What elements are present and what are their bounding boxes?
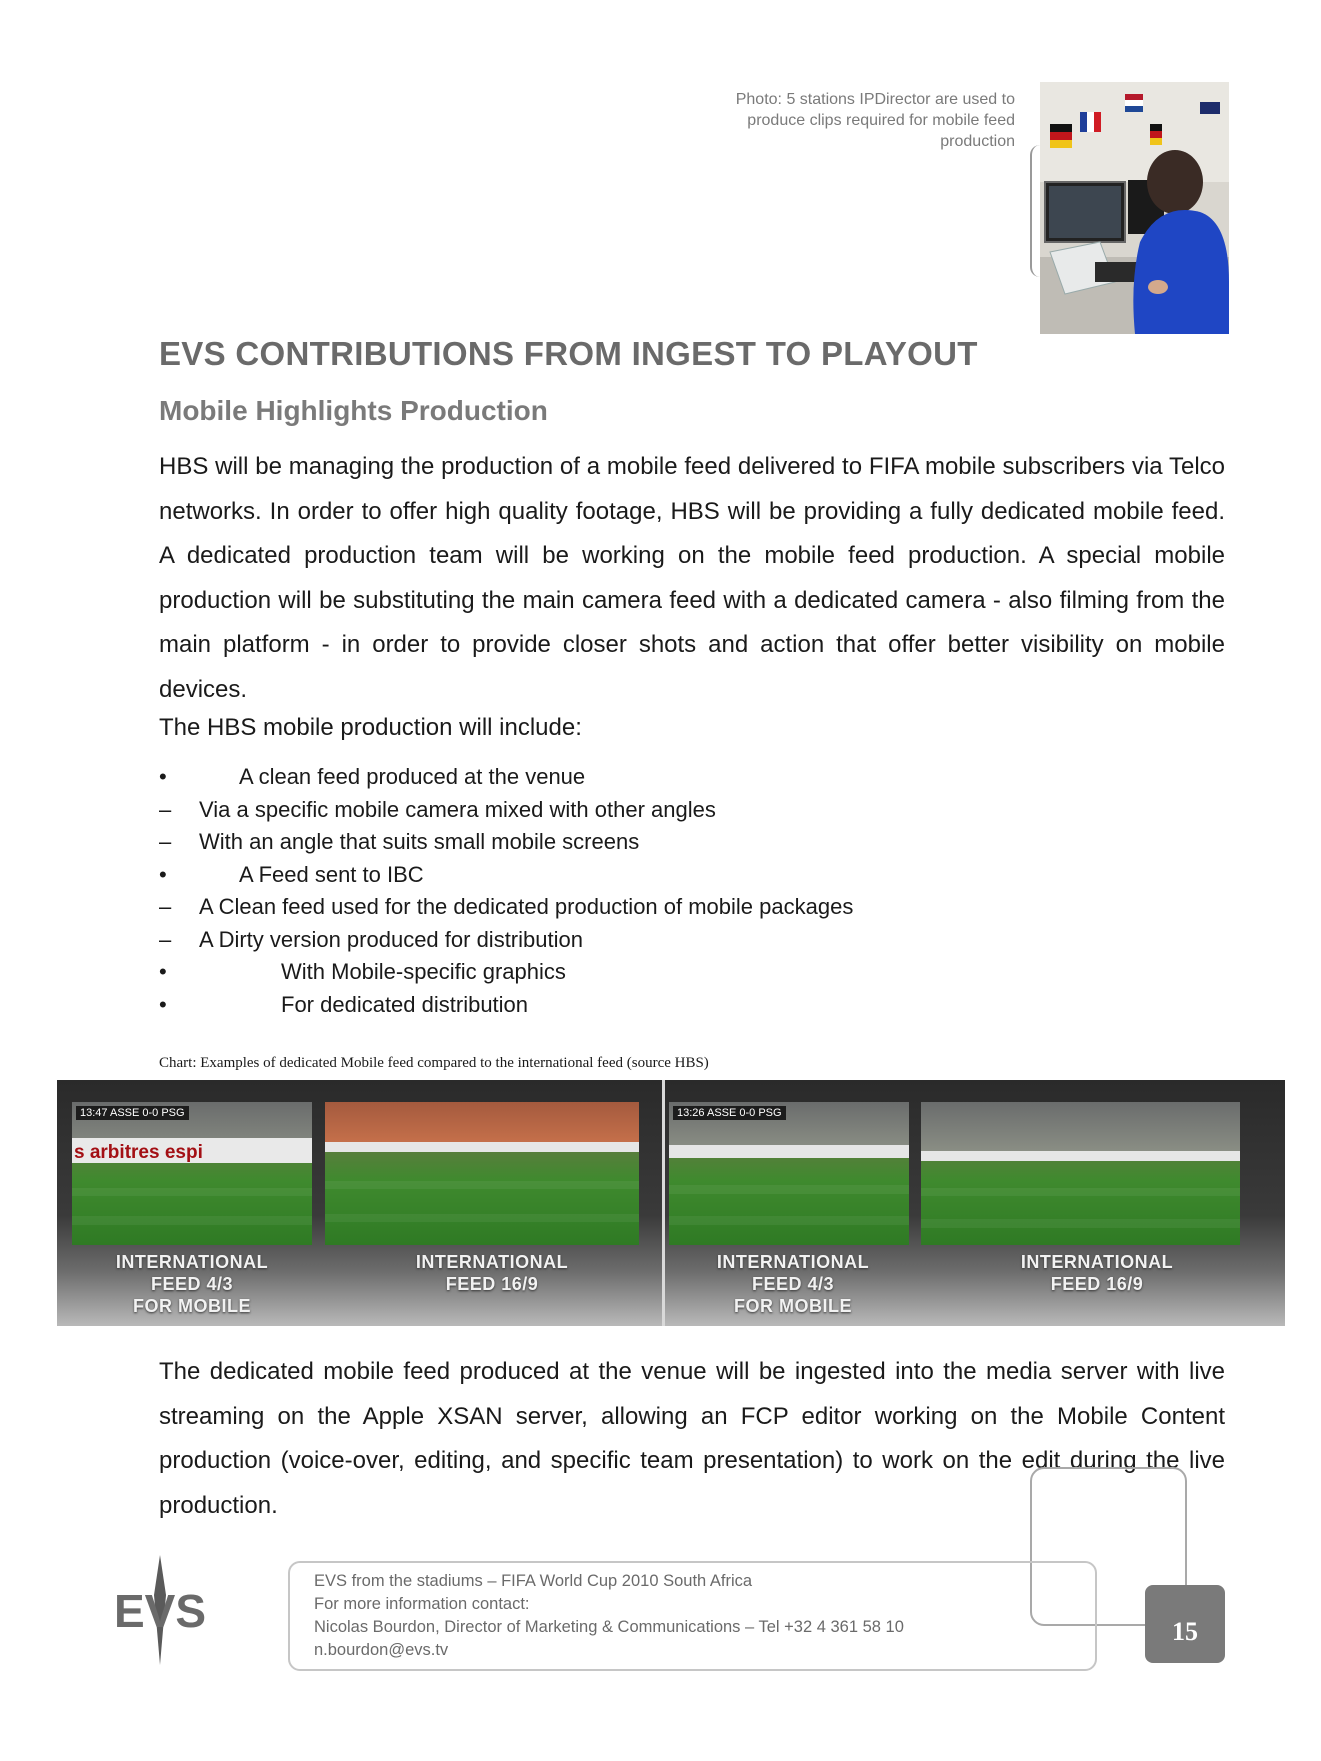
photo-caption-line: production (940, 133, 1015, 150)
evs-logo (110, 1555, 210, 1665)
list-item-text: With an angle that suits small mobile screens (199, 829, 640, 854)
flag-germany-small-icon (1150, 124, 1162, 145)
feed-label-line: FEED 16/9 (445, 1274, 539, 1294)
svg-text:EVS: EVS (113, 1585, 207, 1637)
ad-board-text: s arbitres espi (74, 1142, 203, 1163)
photo-caption-line: produce clips required for mobile feed (747, 112, 1015, 129)
list-item-text: Via a specific mobile camera mixed with other angles (199, 796, 716, 822)
feed-label-line: INTERNATIONAL (1020, 1252, 1174, 1272)
section-title: EVS CONTRIBUTIONS FROM INGEST TO PLAYOUT (159, 335, 978, 372)
feed-label (382, 1251, 602, 1295)
body-paragraph: HBS will be managing the production of a mobile feed delivered to FIFA mobile subscribers via Telco networks. In order to offer high quality footage, HBS will be providing a fully dedicated mobile feed. A dedicated production team will be working on the mobile feed production. A special mobile production will be substituting the main camera feed with a dedicated camera - also filming from the main platform - in order to provide closer shots and action that offer better visibility on mobile devices. (159, 453, 1225, 703)
photo-caption-line: Photo: 5 stations IPDirector are used to (735, 91, 1015, 108)
footer-line: Nicolas Bourdon, Director of Marketing & Communications – Tel +32 4 361 58 10 (314, 1618, 904, 1636)
flag-germany-icon (1050, 124, 1072, 148)
feed-comparison-banner (57, 1080, 1285, 1326)
score-overlay: 13:47 ASSE 0-0 PSG (76, 1106, 189, 1120)
feed-label (82, 1251, 302, 1317)
list-item-text: A clean feed produced at the venue (239, 764, 586, 789)
bullet-marker: • (159, 991, 167, 1017)
bullet-marker: • (159, 764, 167, 789)
feed-label-line: FOR MOBILE (133, 1296, 251, 1316)
dash-marker: – (159, 926, 172, 952)
feed-label-line: FEED 4/3 (751, 1274, 835, 1294)
feed-label-line: INTERNATIONAL (716, 1252, 870, 1272)
feed-frame-international-16-9 (921, 1102, 1240, 1245)
flag-france-icon (1080, 112, 1101, 132)
flag-newzealand-icon (1200, 102, 1220, 114)
operator-photo (1040, 82, 1229, 334)
footer-line: EVS from the stadiums – FIFA World Cup 2010 South Africa (314, 1572, 753, 1590)
feed-label-line: FEED 4/3 (150, 1274, 234, 1294)
footer-email-link[interactable]: n.bourdon@evs.tv (314, 1641, 449, 1659)
feed-frame-international-4-3 (669, 1102, 909, 1245)
score-overlay: 13:26 ASSE 0-0 PSG (673, 1106, 786, 1120)
flag-netherlands-icon (1125, 94, 1143, 112)
dash-marker: – (159, 796, 172, 822)
operator-photo-illustration (1040, 82, 1229, 334)
list-item-text: A Clean feed used for the dedicated production of mobile packages (199, 894, 854, 919)
list-item-text: For dedicated distribution (281, 991, 529, 1017)
evs-logo-mark (110, 1555, 210, 1665)
feed-label-line: INTERNATIONAL (115, 1252, 269, 1272)
bullet-marker: • (159, 861, 167, 887)
bullet-marker: • (159, 959, 167, 984)
feed-label-line: FEED 16/9 (1050, 1274, 1144, 1294)
list-item-text: With Mobile-specific graphics (281, 959, 566, 984)
feed-frame-international-4-3 (72, 1102, 312, 1245)
footer-contact (314, 1570, 904, 1662)
feed-label (987, 1251, 1207, 1295)
page-number: 15 (1145, 1585, 1225, 1663)
chart-caption: Chart: Examples of dedicated Mobile feed compared to the international feed (source HBS) (159, 1055, 709, 1071)
banner-divider (662, 1080, 665, 1326)
feed-label-line: INTERNATIONAL (415, 1252, 569, 1272)
feed-label-line: FOR MOBILE (734, 1296, 852, 1316)
list-intro: The HBS mobile production will include: (159, 714, 582, 741)
footer-line: For more information contact: (314, 1595, 530, 1613)
photo-caption (650, 89, 1015, 152)
list-item-text: A Feed sent to IBC (239, 861, 424, 887)
dash-marker: – (159, 829, 172, 854)
feed-frame-international-16-9 (325, 1102, 639, 1245)
subsection-title: Mobile Highlights Production (159, 395, 548, 426)
list-item-text: A Dirty version produced for distribution (199, 926, 583, 952)
dash-marker: – (159, 894, 172, 919)
body-paragraph: The dedicated mobile feed produced at the venue will be ingested into the media server with live streaming on the Apple XSAN server, allowing an FCP editor working on the Mobile Content production (voice-over, editing, and specific team presentation) to work on the edit during the live production. (159, 1358, 1225, 1519)
feed-label (683, 1251, 903, 1317)
